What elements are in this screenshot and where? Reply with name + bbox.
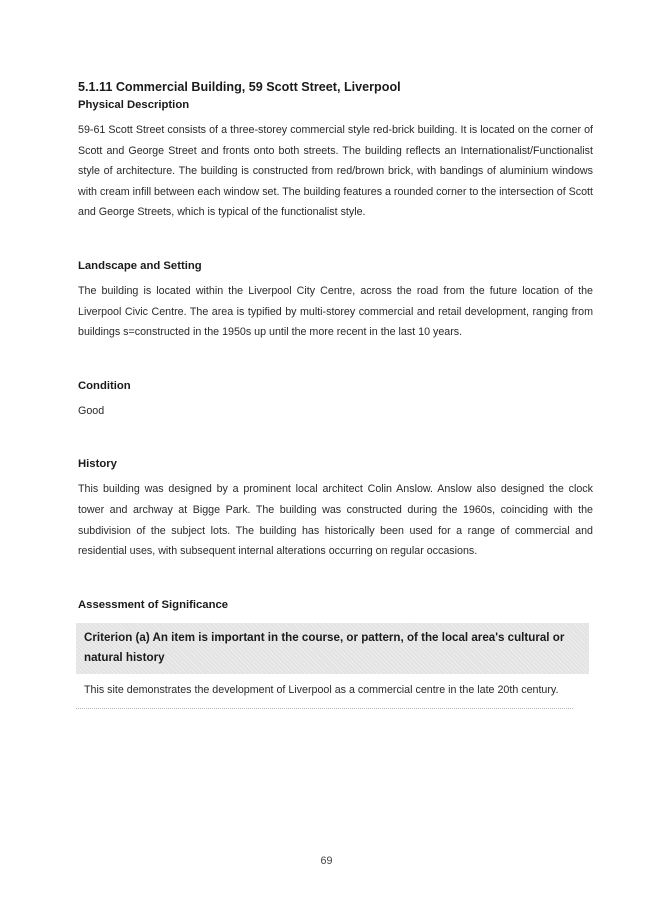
physical-description-text: 59-61 Scott Street consists of a three-storey commercial style red-brick building. It is located on the corner of Scott and George Street and fronts onto both streets. The building reflects an Internationalist/Functionalist style of architecture. The building is constructed from red/brown brick, with bandings of aluminium windows with cream infill between each window set. The building features a rounded corner to the intersection of Scott and George Streets, which is typical of the functionalist style. bbox=[78, 124, 593, 219]
condition-text: Good bbox=[78, 404, 105, 417]
page-content bbox=[78, 79, 593, 709]
physical-description-heading: Physical Description bbox=[78, 99, 190, 111]
table-bottom-rule bbox=[76, 708, 573, 709]
criterion-text: This site demonstrates the development of Liverpool as a commercial centre in the late 20th century. bbox=[84, 683, 559, 696]
condition-heading: Condition bbox=[78, 379, 131, 392]
page-number: 69 bbox=[320, 855, 333, 867]
significance-heading: Assessment of Significance bbox=[78, 598, 229, 611]
landscape-text: The building is located within the Liverpool City Centre, across the road from the future location of the Liverpool Civic Centre. The area is typified by multi-storey commercial and retail development, ranging from buildings s=constructed in the 1950s up until the more recent in the last 10 years. bbox=[78, 284, 593, 339]
history-heading: History bbox=[78, 458, 117, 471]
criterion-title: Criterion (a) An item is important in the course, or pattern, of the local area's cultural or natural history bbox=[84, 630, 565, 664]
section-title: 5.1.11 Commercial Building, 59 Scott Street, Liverpool bbox=[78, 80, 401, 94]
landscape-heading: Landscape and Setting bbox=[78, 259, 202, 272]
history-text: This building was designed by a prominent local architect Colin Anslow. Anslow also designed the clock tower and archway at Bigge Park. The building was constructed during the 1960s, coinciding with the subdivision of the subject lots. The building has historically been used for a range of commercial and residential uses, with subsequent internal alterations occurring on regular occasions. bbox=[78, 483, 593, 558]
criterion-box bbox=[76, 623, 589, 674]
